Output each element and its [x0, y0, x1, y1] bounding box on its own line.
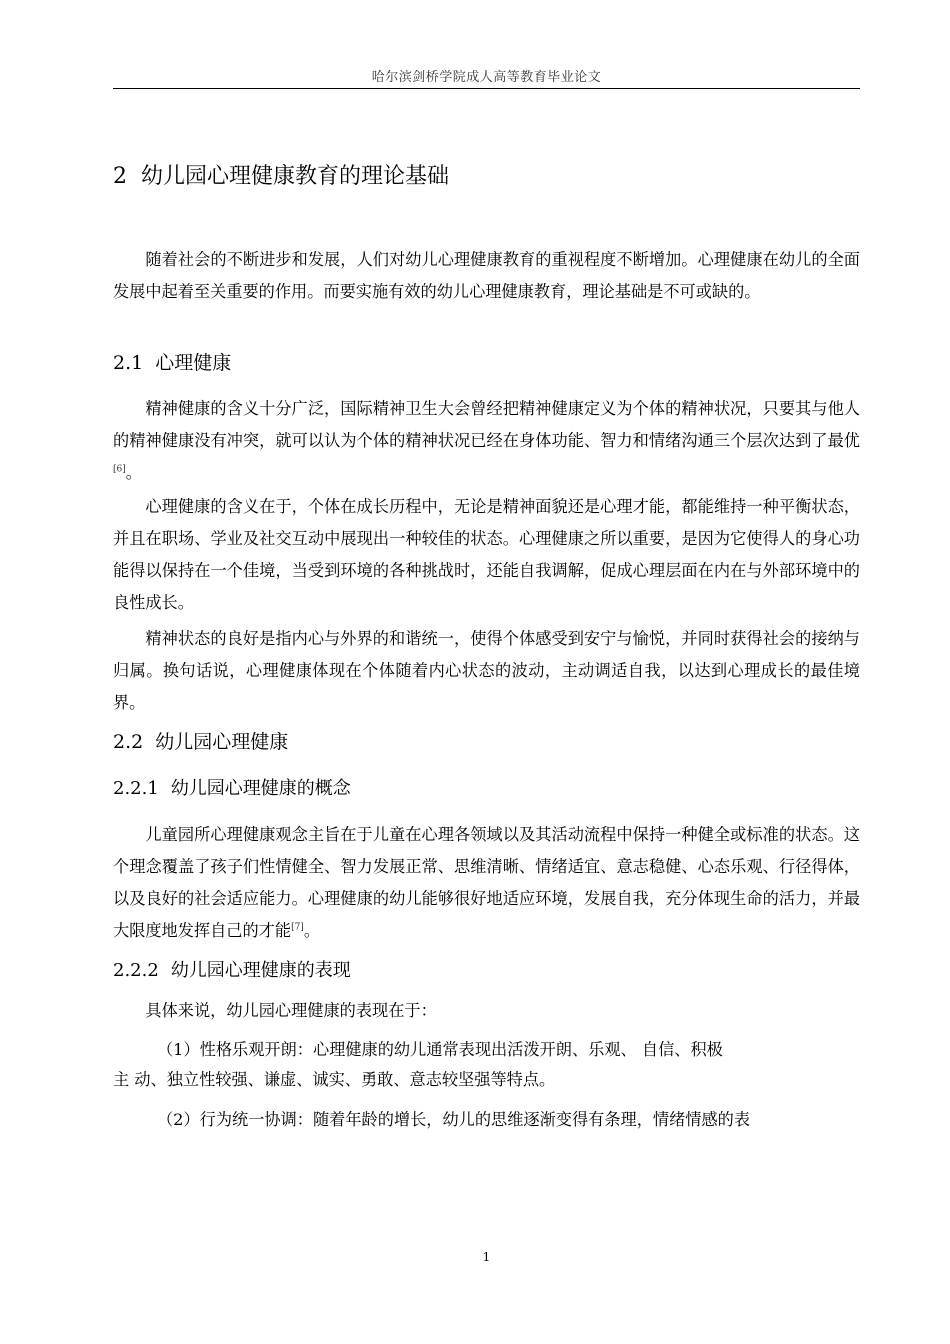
section-2-1-number: 2.1	[113, 352, 144, 374]
section-2-1-paragraph-2: 心理健康的含义在于，个体在成长历程中，无论是精神面貌还是心理才能，都能维持一种平衡状态，并且在职场、学业及社交互动中展现出一种较佳的状态。心理健康之所以重要，是因为它使得人的身心功能得以保持在一个佳境，当受到环境的各种挑战时，还能自我调解，促成心理层面在内在与外部环境中的良性成长。	[113, 497, 860, 612]
list-item-2-line-1: （2）行为统一协调：随着年龄的增长，幼儿的思维逐渐变得有条理，情绪情感的表	[157, 1110, 751, 1129]
section-2-2-heading	[113, 728, 860, 756]
section-2-2-1-number: 2.2.1	[113, 778, 159, 799]
section-2-1-title: 心理健康	[155, 352, 232, 374]
section-2-1-paragraph-1	[113, 393, 860, 489]
section-2-1-heading	[113, 349, 860, 377]
section-2-2-2-heading	[113, 957, 860, 985]
section-2-2-2-intro: 具体来说，幼儿园心理健康的表现在于：	[145, 1001, 437, 1020]
citation-7: [7]	[291, 922, 304, 933]
section-2-2-1-paragraph	[113, 819, 860, 947]
section-2-2-1-heading	[113, 775, 860, 803]
section-2-2-1-title: 幼儿园心理健康的概念	[170, 778, 351, 799]
section-2-2-title: 幼儿园心理健康	[155, 731, 289, 753]
chapter-number: 2	[113, 164, 127, 189]
page-number: 1	[482, 1250, 491, 1264]
section-2-2-number: 2.2	[113, 731, 144, 753]
list-item-1-line-2: 主 动、独立性较强、谦虚、诚实、勇敢、意志较坚强等特点。	[113, 1070, 556, 1089]
chapter-heading	[113, 162, 860, 192]
chapter-intro-paragraph: 随着社会的不断进步和发展，人们对幼儿心理健康教育的重视程度不断增加。心理健康在幼儿的全面发展中起着至关重要的作用。而要实施有效的幼儿心理健康教育，理论基础是不可或缺的。	[113, 250, 860, 301]
section-2-1-paragraph-3: 精神状态的良好是指内心与外界的和谐统一，使得个体感受到安宁与愉悦，并同时获得社会的接纳与归属。换句话说，心理健康体现在个体随着内心状态的波动，主动调适自我，以达到心理成长的最佳境界。	[113, 629, 860, 712]
section-2-2-2-title: 幼儿园心理健康的表现	[170, 960, 351, 981]
paragraph-text: 精神健康的含义十分广泛，国际精神卫生大会曾经把精神健康定义为个体的精神状况，只要其与他人的精神健康没有冲突，就可以认为个体的精神状况已经在身体功能、智力和情绪沟通三个层次达到了最优	[113, 399, 860, 450]
chapter-title: 幼儿园心理健康教育的理论基础	[141, 164, 450, 189]
section-2-2-2-number: 2.2.2	[113, 960, 159, 981]
paragraph-text: 儿童园所心理健康观念主旨在于儿童在心理各领域以及其活动流程中保持一种健全或标准的状态。这个理念覆盖了孩子们性情健全、智力发展正常、思维清晰、情绪适宜、意志稳健、心态乐观、行径得体，以及良好的社会适应能力。心理健康的幼儿能够很好地适应环境，发展自我，充分体现生命的活力，并最大限度地发挥自己的才能	[113, 825, 860, 940]
header-rule	[113, 88, 860, 89]
citation-6: [6]	[113, 464, 126, 475]
paragraph-end: 。	[303, 921, 320, 940]
list-item-1-line-1: （1）性格乐观开朗：心理健康的幼儿通常表现出活泼开朗、乐观、 自信、积极	[157, 1040, 723, 1059]
running-header: 哈尔滨剑桥学院成人高等教育毕业论文	[371, 70, 602, 85]
paragraph-end: 。	[125, 463, 142, 482]
